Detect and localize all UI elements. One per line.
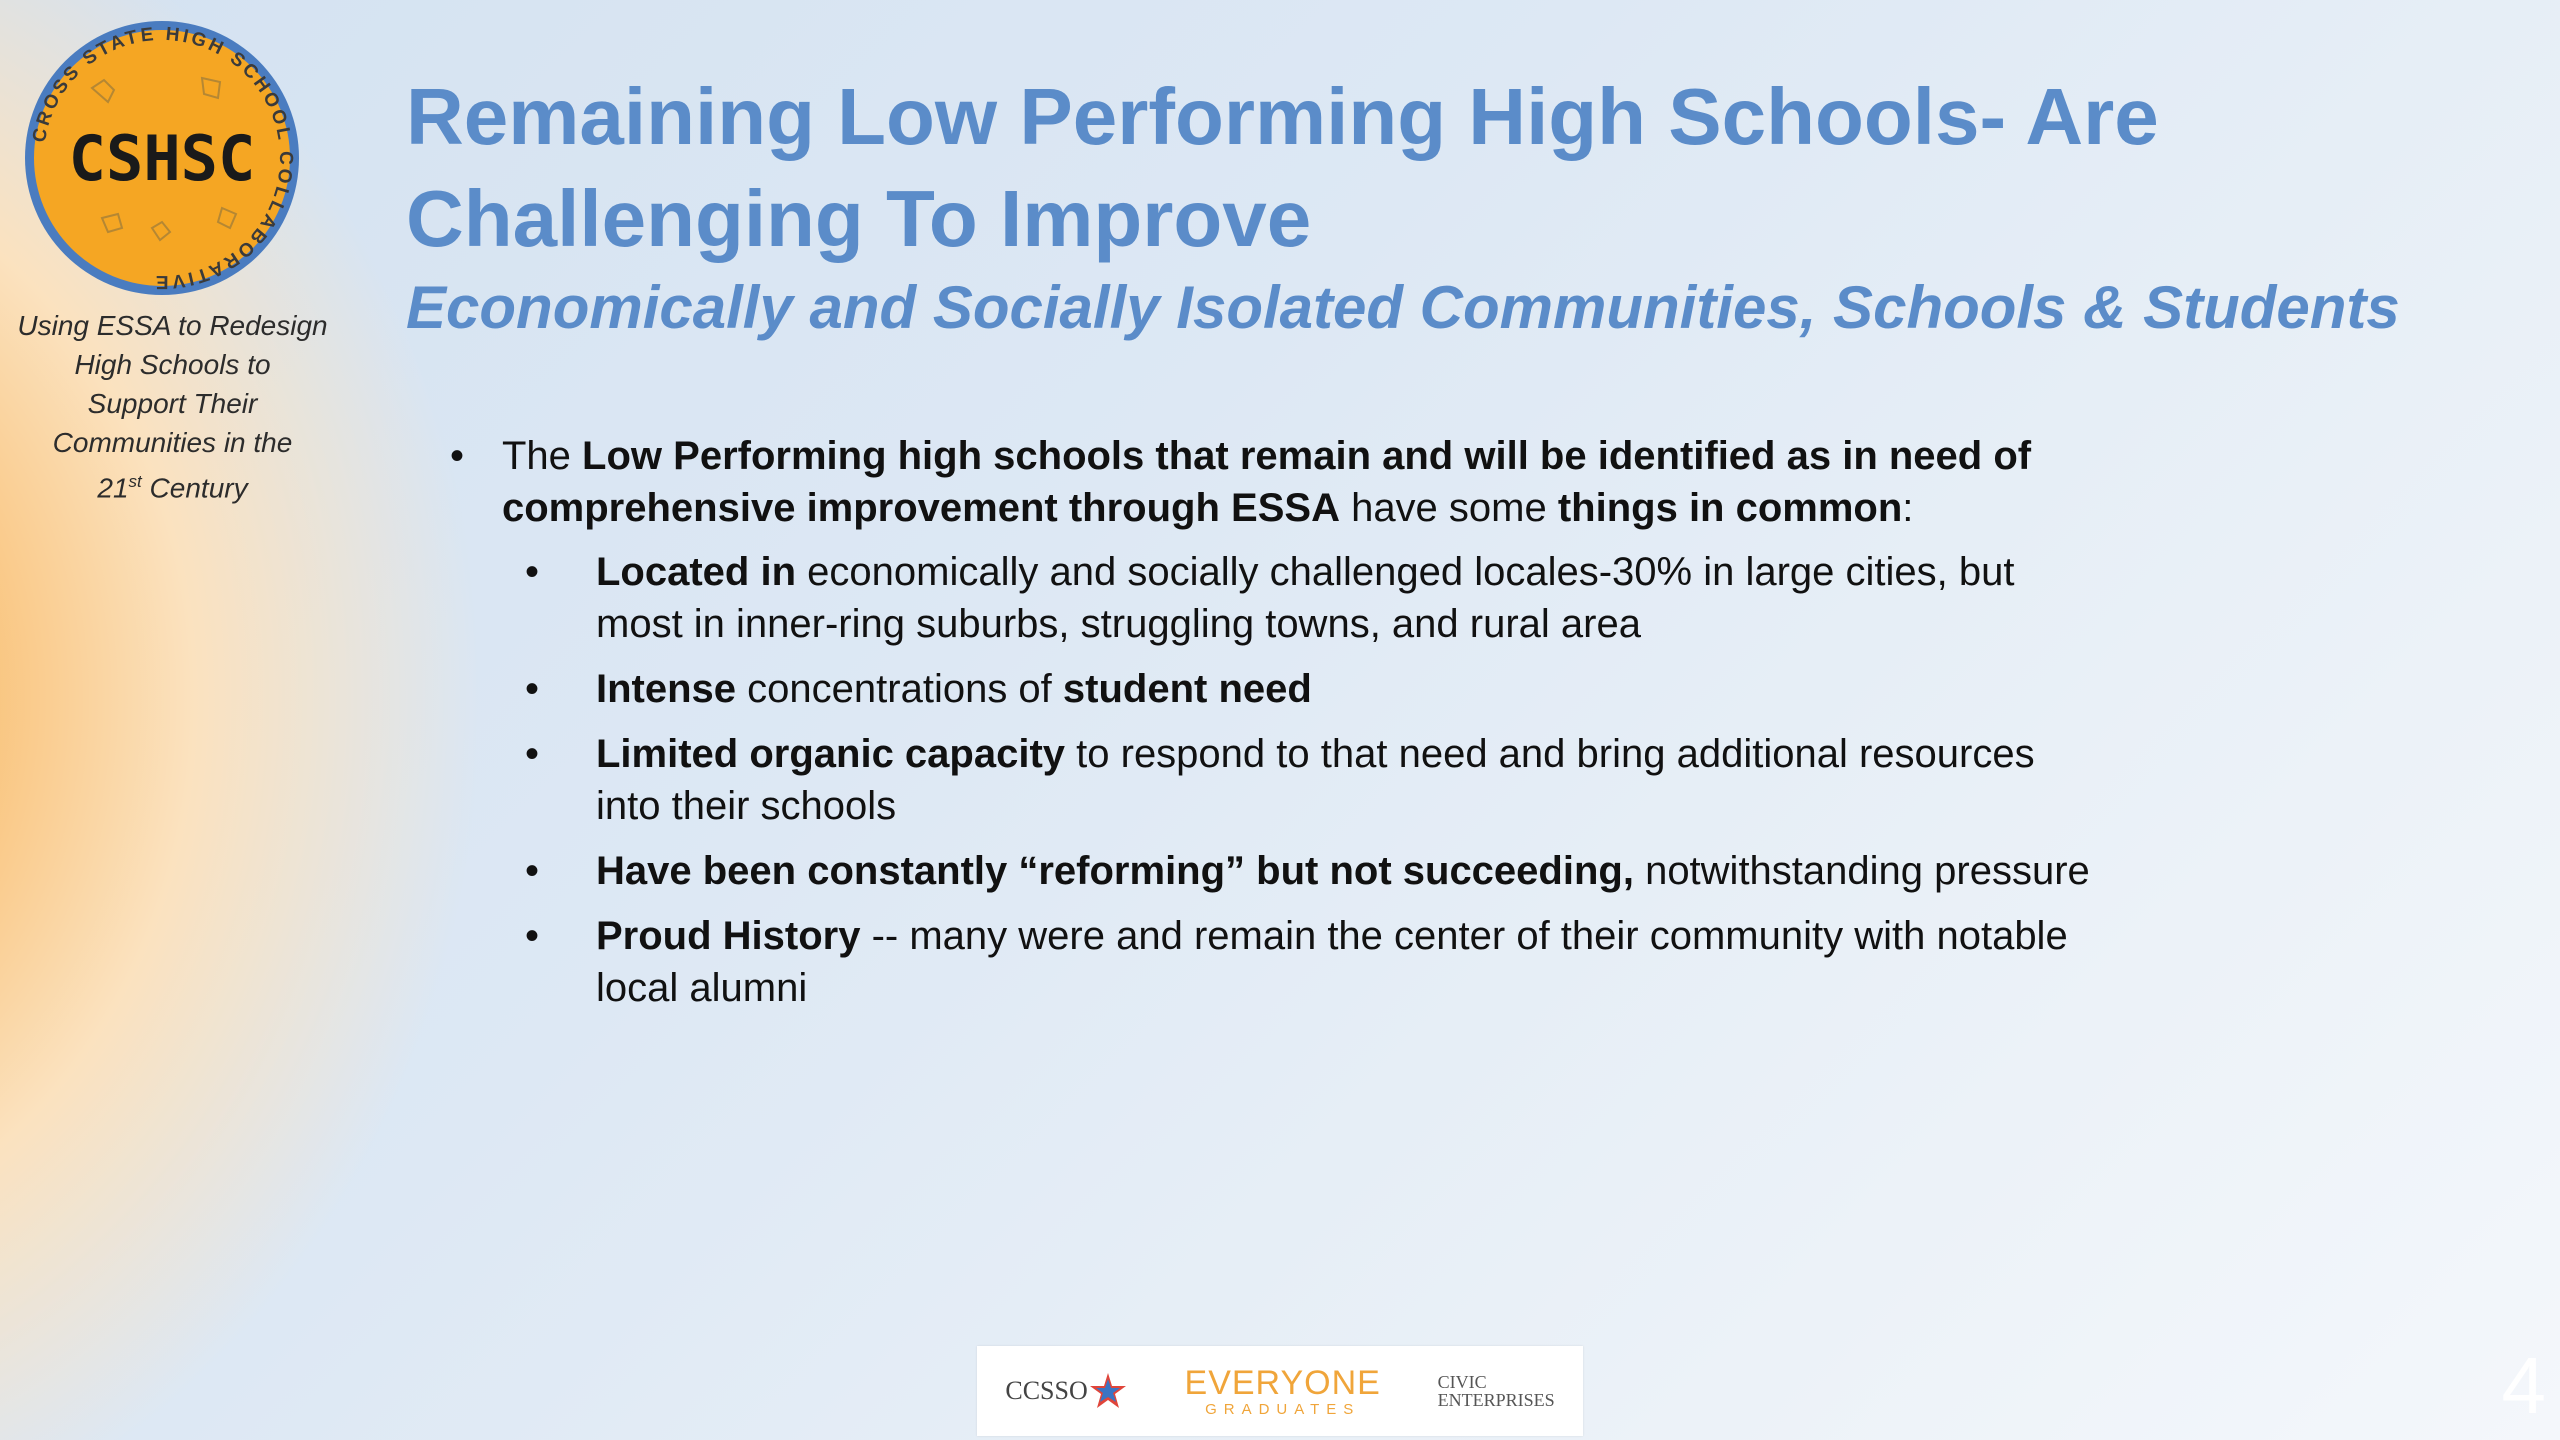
bullet-dot: •	[450, 434, 465, 478]
tagline-century: Century	[141, 472, 248, 504]
sub-bullet-text: notwithstanding pressure	[1633, 849, 2090, 893]
tagline-line: High Schools to	[74, 349, 271, 380]
sub-bullet-text: -- many were and remain the center of their community with notable local alumni	[596, 914, 2068, 1010]
civic-wordmark: CIVIC	[1437, 1372, 1487, 1392]
sub-bullet-bold: Proud History	[596, 914, 861, 958]
tagline-line	[10, 462, 335, 507]
sub-bullet	[525, 728, 2100, 832]
enterprises-wordmark: ENTERPRISES	[1437, 1390, 1555, 1410]
tagline-ordinal: 21	[97, 472, 129, 504]
bullet-dot: •	[525, 550, 540, 594]
main-bullet-bold: Low Performing high schools that remain and will be identified as in need of comprehensive improvement through ESSA	[502, 434, 2032, 530]
tagline-line: Using ESSA to Redesign	[17, 310, 328, 341]
ccsso-wordmark: CCSSO	[1005, 1376, 1088, 1405]
sub-bullet	[525, 845, 2100, 897]
sub-bullet-text: economically and socially challenged locales-30% in large cities, but most in inner-ring suburbs, struggling towns, and rural area	[596, 550, 2015, 646]
main-bullet-text: The	[502, 434, 583, 478]
bullet-dot: •	[525, 732, 540, 776]
main-bullet-bold: things in common	[1557, 486, 1903, 530]
bullet-dot: •	[525, 667, 540, 711]
slide-title-line: Remaining Low Performing High Schools- Are	[406, 72, 2159, 161]
tagline	[10, 306, 335, 507]
sub-bullet	[525, 663, 2100, 715]
cshsc-logo	[22, 18, 302, 298]
sub-bullet-bold: Intense	[596, 667, 737, 711]
slide-title	[406, 66, 2506, 270]
sub-bullet-list	[450, 546, 2100, 1014]
logo-ring-text: CROSS STATE HIGH SCHOOL COLLABORATIVE	[28, 23, 297, 293]
sub-bullet-bold: Limited organic capacity	[596, 732, 1066, 776]
tagline-line: Communities in the	[52, 427, 293, 458]
main-bullet-text: have some	[1339, 486, 1558, 530]
sub-bullet-text: to respond to that need and bring additional resources into their schools	[596, 732, 2035, 828]
logo-text: CSHSC	[68, 122, 256, 195]
main-bullet-text: :	[1902, 486, 1914, 530]
page-number: 4	[2501, 1341, 2546, 1430]
sub-bullet-bold: Located in	[596, 550, 797, 594]
everyone-graduates-logo	[1184, 1363, 1381, 1418]
slide-title-line: Challenging To Improve	[406, 174, 1312, 263]
sub-bullet-bold: Have been constantly “reforming” but not succeeding,	[596, 849, 1634, 893]
bullet-content	[450, 430, 2100, 1027]
tagline-ordinal-suffix: st	[128, 472, 142, 491]
star-icon	[1088, 1371, 1128, 1411]
main-bullet	[450, 430, 2100, 534]
ccsso-logo	[1005, 1371, 1127, 1411]
partner-logos	[977, 1346, 1583, 1436]
civic-enterprises-logo	[1438, 1373, 1555, 1409]
bullet-dot: •	[525, 849, 540, 893]
bullet-dot: •	[525, 914, 540, 958]
sub-bullet-text: concentrations of	[736, 667, 1063, 711]
tagline-line: Support Their	[87, 388, 258, 419]
graduates-wordmark: GRADUATES	[1205, 1400, 1361, 1418]
slide-subtitle: Economically and Socially Isolated Communities, Schools & Students	[406, 274, 2400, 341]
sub-bullet	[525, 910, 2100, 1014]
sub-bullet	[525, 546, 2100, 650]
sub-bullet-bold: student need	[1062, 667, 1312, 711]
everyone-wordmark: EVERYONE	[1184, 1363, 1381, 1402]
